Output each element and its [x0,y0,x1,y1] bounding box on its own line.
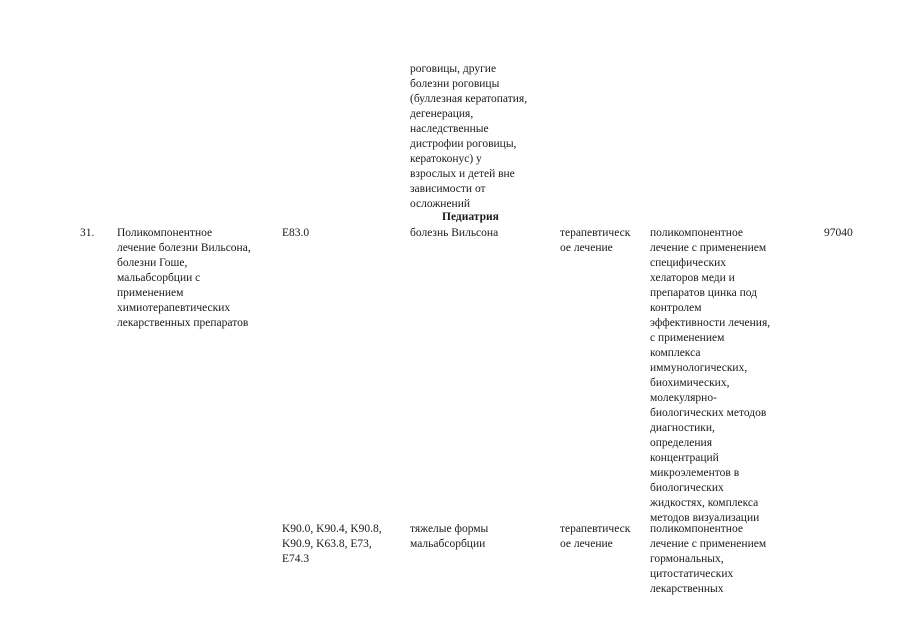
entry-1-treatment-method: поликомпонентное лечение с применением специфических хелаторов меди и препаратов цинка под контролем эффективности лечения, с применением комплекса иммунологических, биохимических, молекулярно- биологических методов диагностики, определения концентраций микроэлементов в биологических жидкостях, комплекса методов визуализации [650,227,771,524]
row-number: 31. [80,227,95,239]
row-price: 97040 [824,227,853,239]
entry-2-icd-codes: K90.0, K90.4, K90.8, K90.9, K63.8, E73, E74.3 [282,523,382,565]
entry-2-treatment-type: терапевтическ ое лечение [560,523,631,550]
section-heading: Педиатрия [442,211,499,223]
entry-1-patient-model: болезнь Вильсона [410,227,499,239]
previous-row-model-continuation: роговицы, другие болезни роговицы (буллезная кератопатия, дегенерация, наследственные дистрофии роговицы, кератоконус) у взрослых и детей вне зависимости от осложнений [410,63,528,210]
entry-1-icd-codes: E83.0 [282,227,310,239]
entry-1-treatment-type: терапевтическ ое лечение [560,227,631,254]
row-treatment-name: Поликомпонентное лечение болезни Вильсона, болезни Гоше, мальабсорбции с применением химиотерапевтических лекарственных препаратов [117,227,251,329]
entry-2-patient-model: тяжелые формы мальабсорбции [410,523,489,550]
entry-2-treatment-method: поликомпонентное лечение с применением гормональных, цитостатических лекарственных [650,523,767,595]
